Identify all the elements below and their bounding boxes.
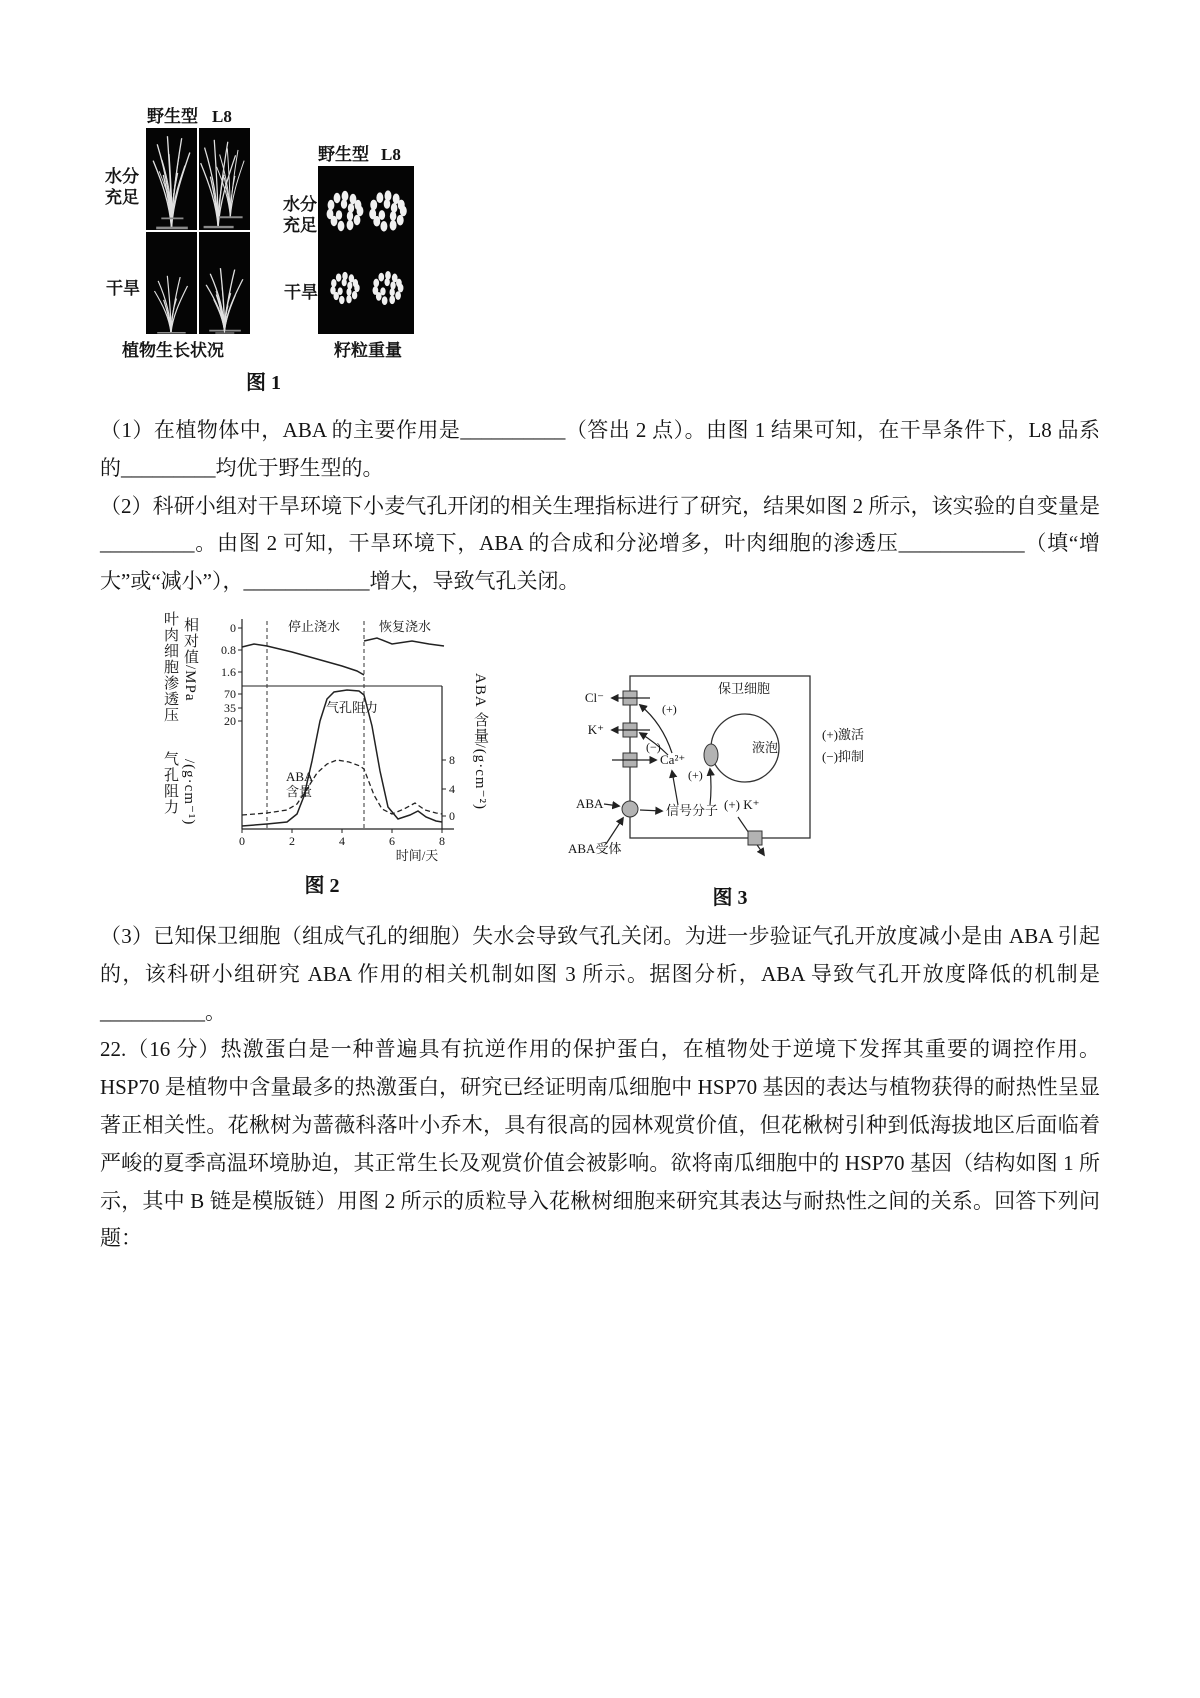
minus-potassium-mark: (−): [646, 739, 661, 754]
x-tick-8: 8: [439, 833, 445, 848]
aba-receptor: [622, 801, 638, 817]
growth-row-drought-label: 干旱: [106, 279, 140, 298]
photo-wildtype-watered: [146, 128, 197, 230]
photo-l8-drought: [199, 232, 250, 334]
rewatering-label: 恢复浇水: [378, 618, 432, 634]
growth-bottom-label: 植物生长状况: [122, 341, 224, 360]
growth-row-watered-label: 水分充足: [105, 167, 139, 208]
vacuole-label: 液泡: [752, 739, 779, 755]
plant-growth-photos: [146, 128, 250, 334]
figure2-caption: 图 2: [304, 874, 340, 897]
potassium-efflux-label: (+) K⁺: [724, 796, 760, 812]
growth-col-wildtype-label: 野生型: [147, 107, 198, 126]
photo-l8-watered: [199, 128, 250, 230]
photo-wildtype-drought: [146, 232, 197, 334]
aba-label: ABA: [576, 795, 604, 811]
potassium-ion-label: K⁺: [587, 721, 604, 737]
osmotic-tick-16: 1.6: [221, 664, 236, 679]
y-axis-resistance-label: 气孔阻力: [162, 750, 178, 815]
osmotic-tick-0: 0: [230, 620, 236, 635]
calcium-ion-label: Ca²⁺: [660, 751, 686, 767]
aba-tick-4: 4: [449, 781, 455, 796]
figure-2-3-row: [148, 611, 1100, 910]
osmotic-pressure-curve: [242, 638, 444, 675]
aba-curve-label-line1: ABA: [286, 768, 314, 784]
vacuole-channel: [704, 744, 718, 766]
seeds-row-drought-label: 干旱: [284, 283, 318, 302]
seeds-bottom-label: 籽粒重量: [334, 341, 402, 360]
plus-anion-mark: (+): [662, 701, 677, 716]
x-axis-label: 时间/天: [395, 847, 439, 863]
chloride-ion-label: Cl⁻: [584, 689, 604, 705]
y-axis-osmotic-unit: 相对值/MPa: [182, 616, 198, 702]
y-axis-osmotic-label: 叶肉细胞渗透压: [162, 610, 178, 723]
question-1-text: （1）在植物体中，ABA 的主要作用是__________（答出 2 点）。由图 1 结果可知，在干旱条件下，L8 品系的_________均优于野生型的。: [100, 418, 1100, 480]
resistance-curve-label: 气孔阻力: [326, 699, 379, 715]
figure-1: [100, 104, 530, 396]
aba-receptor-label: ABA受体: [568, 840, 622, 856]
growth-col-l8-label: L8: [212, 107, 232, 126]
resistance-tick-35: 35: [224, 700, 236, 715]
x-tick-0: 0: [239, 833, 245, 848]
guard-cell-label: 保卫细胞: [718, 680, 771, 696]
plus-vacuole-mark: (+): [688, 767, 703, 782]
figure2-chart: [202, 611, 467, 863]
legend-activate: (+)激活: [822, 726, 864, 742]
aba-tick-8: 8: [449, 752, 455, 767]
question-2-text: （2）科研小组对干旱环境下小麦气孔开闭的相关生理指标进行了研究，结果如图 2 所示，该实验的自变量是_________。由图 2 可知，干旱环境下，ABA 的合成和分泌增多，叶肉细胞的渗透压____________（填“增大”或“减小”），____________增大，导致气孔关闭。: [100, 493, 1100, 594]
y-axis-resistance-unit: /(g·cm⁻¹): [181, 758, 197, 826]
figure-2: [148, 611, 500, 899]
aba-content-curve: [242, 760, 442, 815]
guard-cell-outline: [630, 676, 810, 838]
legend-inhibit: (−)抑制: [822, 748, 864, 764]
osmotic-tick-08: 0.8: [221, 642, 236, 657]
seed-weight-image: [318, 166, 414, 334]
stop-watering-label: 停止浇水: [287, 618, 341, 634]
y-axis-aba-label: ABA 含量/(g·cm⁻²): [472, 672, 488, 810]
seeds-col-l8-label: L8: [381, 145, 401, 164]
resistance-tick-20: 20: [224, 713, 236, 728]
seeds-col-wildtype-label: 野生型: [318, 145, 369, 164]
resistance-tick-70: 70: [224, 686, 236, 701]
question-22-text: 22.（16 分）热激蛋白是一种普遍具有抗逆作用的保护蛋白，在植物处于逆境下发挥其重要的调控作用。HSP70 是植物中含量最多的热激蛋白，研究已经证明南瓜细胞中 HSP70 基因的表达与植物获得的耐热性呈显著正相关性。花楸树为蔷薇科落叶小乔木，具有很高的园林观赏价值，但花楸树引种到低海拔地区后面临着严峻的夏季高温环境胁迫，其正常生长及观赏价值会被影响。欲将南瓜细胞中的 HSP70 基因（结构如图 1 所示，其中 B 链是模版链）用图 2 所示的质粒导入花楸树细胞来研究其表达与耐热性之间的关系。回答下列问题：: [100, 1037, 1100, 1251]
figure-3: [560, 663, 920, 910]
signal-molecule-label: 信号分子: [666, 802, 719, 818]
aba-curve-label-line2: 含量: [286, 783, 313, 799]
x-tick-4: 4: [339, 833, 345, 848]
aba-tick-0: 0: [449, 808, 455, 823]
x-tick-6: 6: [389, 833, 395, 848]
figure1-caption: 图 1: [246, 372, 281, 394]
potassium-efflux-channel: [748, 831, 762, 845]
seeds-row-watered-label: 水分充足: [283, 195, 317, 236]
figure3-diagram: [560, 663, 920, 868]
question-3-text: （3）已知保卫细胞（组成气孔的细胞）失水会导致气孔关闭。为进一步验证气孔开放度减小是由 ABA 引起的，该科研小组研究 ABA 作用的相关机制如图 3 所示。据图分析，ABA 导致气孔开放度降低的机制是__________。: [100, 923, 1100, 1024]
figure3-caption: 图 3: [712, 886, 748, 909]
x-tick-2: 2: [289, 833, 295, 848]
